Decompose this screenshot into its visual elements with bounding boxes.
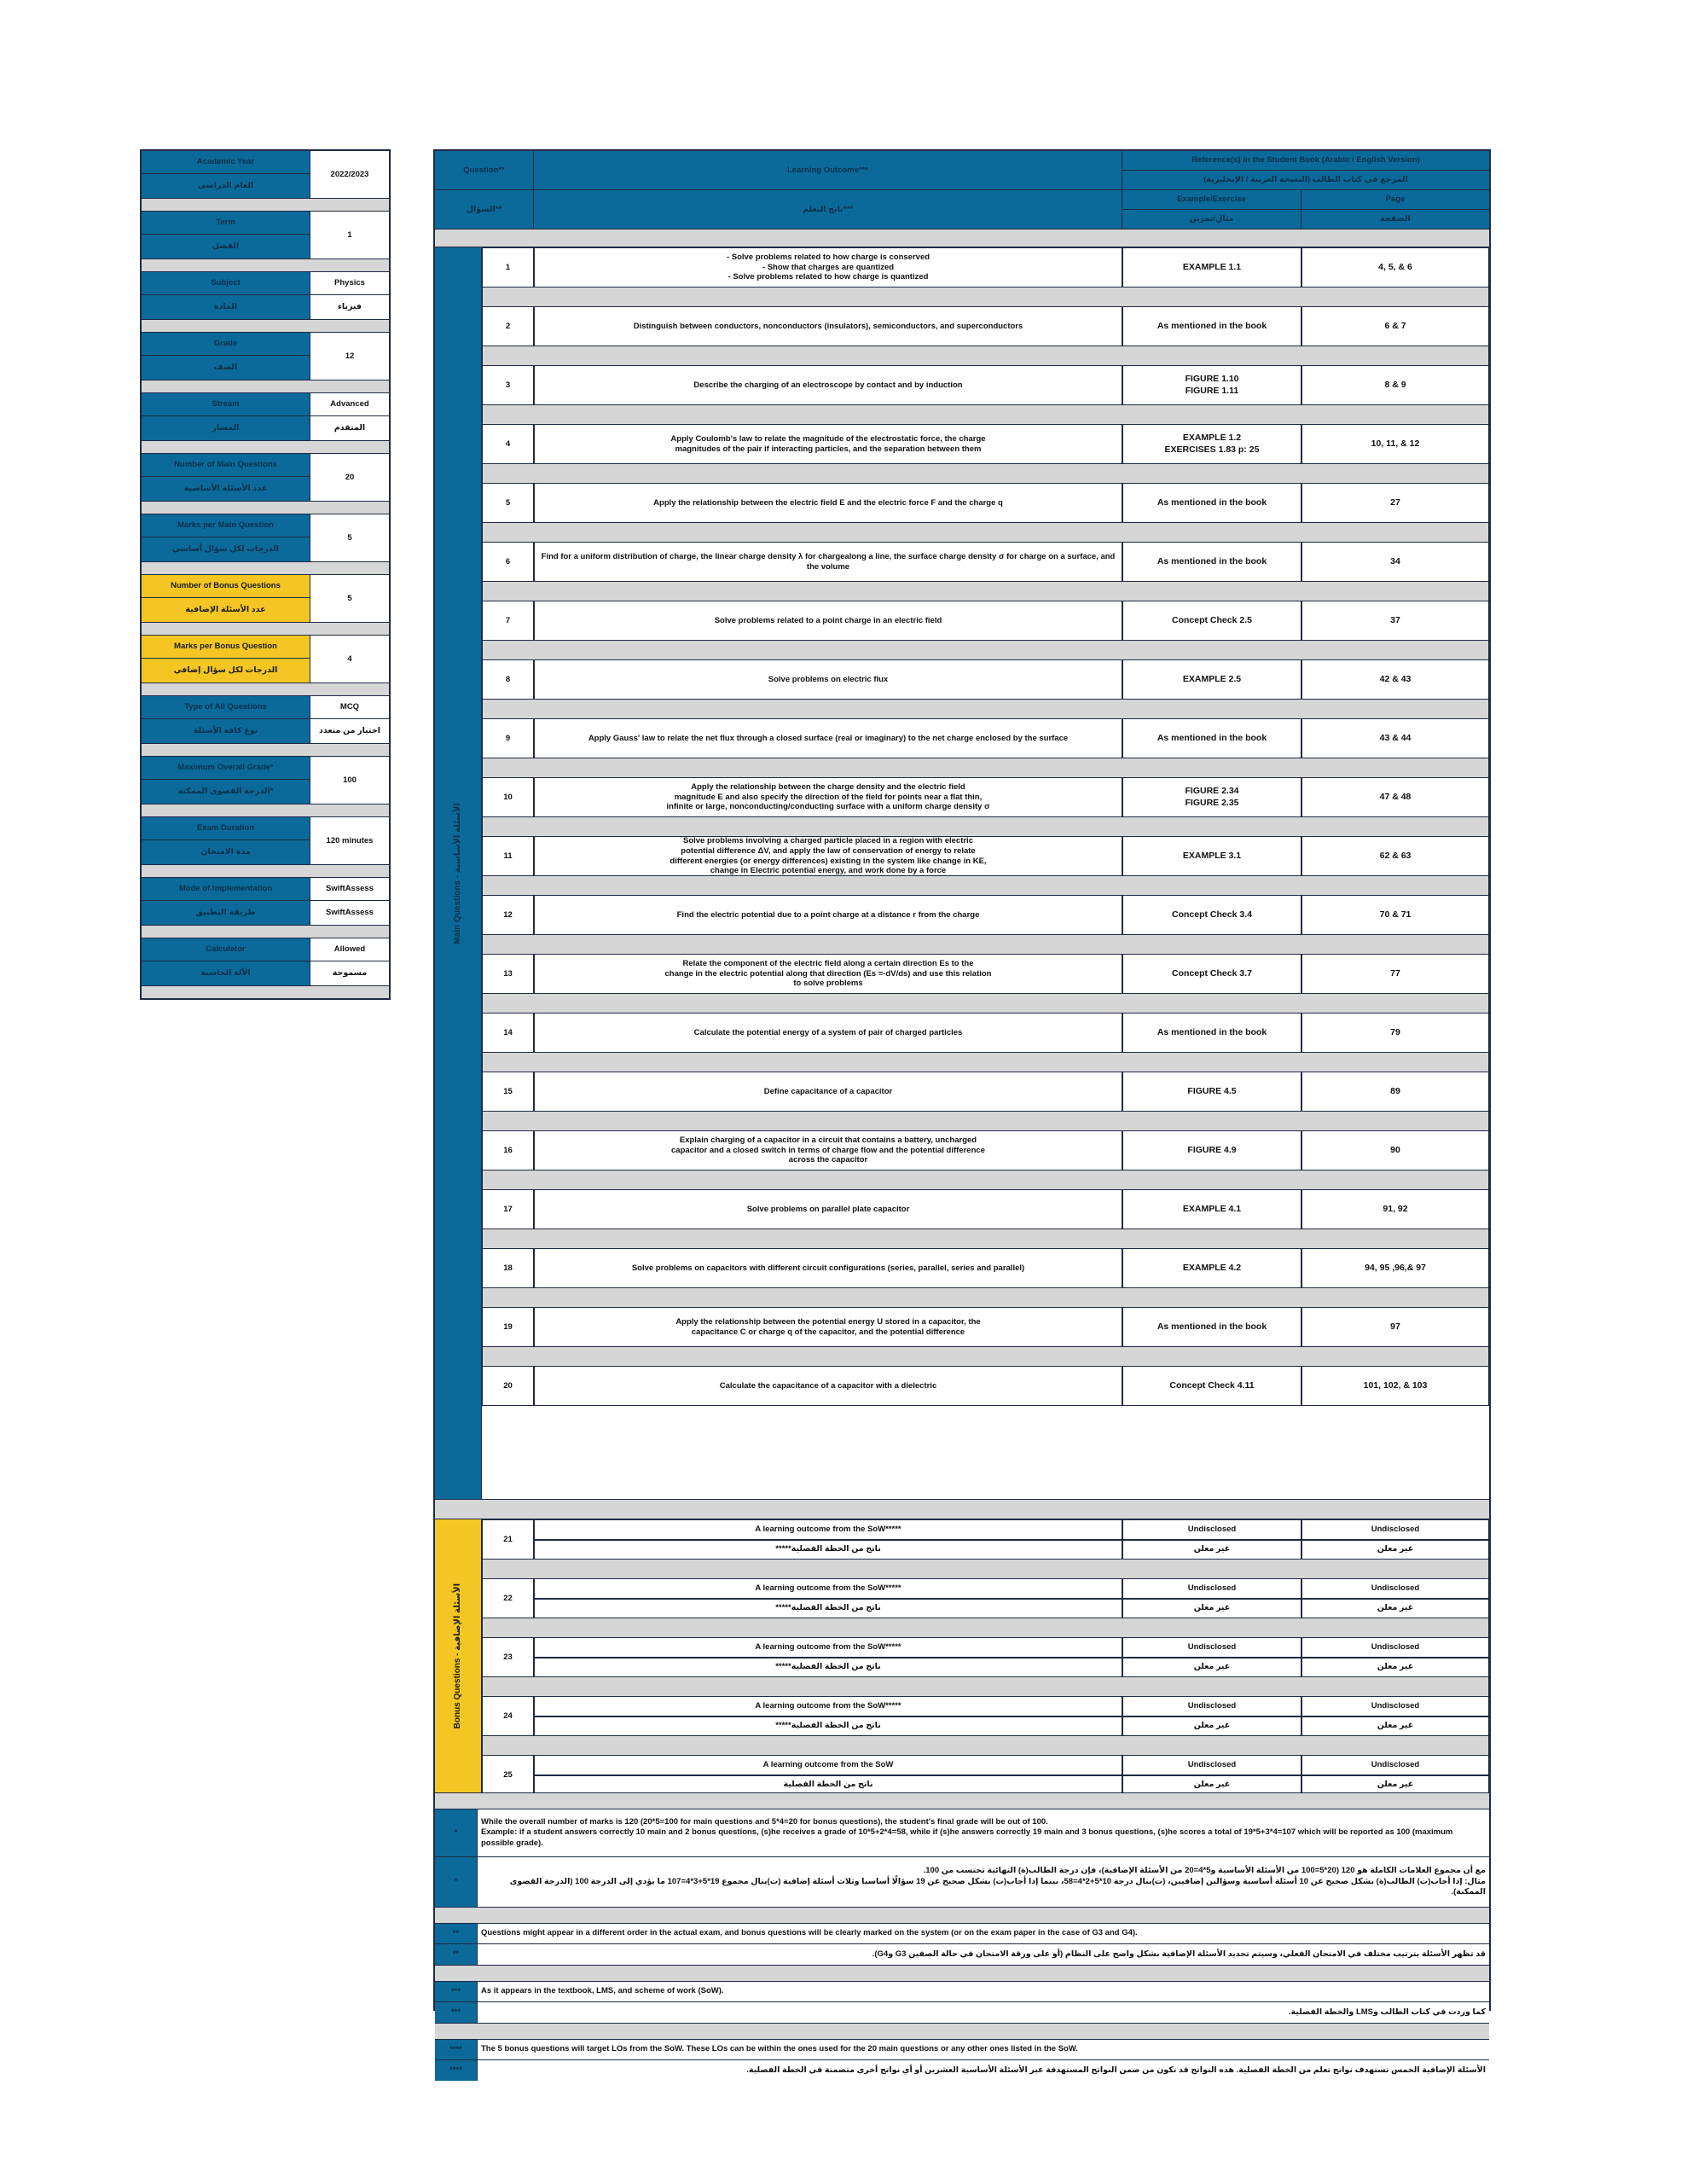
- main-questions-label: [435, 247, 482, 1499]
- example-exercise: EXAMPLE 3.1: [1122, 836, 1301, 876]
- footnote-en: [435, 2040, 1489, 2060]
- header-question-en: Question**: [435, 151, 534, 190]
- question-number: 14: [482, 1013, 534, 1053]
- info-spacer: [142, 320, 389, 333]
- row-spacer: [482, 523, 1489, 542]
- page-reference: 27: [1301, 483, 1489, 523]
- header-page-en: Page: [1301, 190, 1489, 210]
- question-number: 20: [482, 1366, 534, 1406]
- info-item: [142, 878, 389, 926]
- learning-outcome: Define capacitance of a capacitor: [534, 1072, 1122, 1112]
- footnote-mark: ****: [435, 2060, 478, 2081]
- page-reference-en: Undisclosed: [1301, 1755, 1489, 1775]
- info-label-en: Marks per Main Question: [142, 514, 310, 537]
- header-lo-en: Learning Outcome***: [534, 151, 1122, 190]
- info-spacer: [142, 380, 389, 393]
- info-item: [142, 575, 389, 623]
- question-row: [482, 306, 1489, 346]
- row-spacer: [482, 582, 1489, 601]
- learning-outcome-ar: *****ناتج من الخطة الفصلية: [534, 1716, 1122, 1737]
- footnote-text: The 5 bonus questions will target LOs from the SoW. These LOs can be within the ones used for the 20 main questions or any other ones listed in the SoW.: [478, 2040, 1489, 2059]
- footnote-ar: [435, 1857, 1489, 1907]
- footnote-text: الأسئلة الإضافية الخمس تستهدف نواتج تعلم من الخطة الفصلية. هذه النواتج قد تكون من ضمن النواتج المستهدفة عبر الأسئلة الأساسية العشرين أو أي نواتج أخرى متضمنة في الخطة الفصلية.: [478, 2060, 1489, 2081]
- info-value-ar: مسموحة: [310, 961, 389, 985]
- learning-outcome: Apply the relationship between the potential energy U stored in a capacitor, the capacitance C or charge q of the capacitor, and the potential difference: [534, 1307, 1122, 1347]
- row-spacer: [482, 994, 1489, 1013]
- footnote-ar: [435, 2002, 1489, 2023]
- row-spacer: [482, 1112, 1489, 1130]
- question-row: [482, 1013, 1489, 1053]
- info-item: [142, 272, 389, 320]
- row-spacer: [482, 876, 1489, 895]
- row-spacer: [482, 464, 1489, 483]
- info-label-en: Type of All Questions: [142, 696, 310, 719]
- footnote-mark: ****: [435, 2040, 478, 2059]
- learning-outcome-ar: *****ناتج من الخطة الفصلية: [534, 1540, 1122, 1560]
- page-reference-en: Undisclosed: [1301, 1519, 1489, 1540]
- footnote-en: [435, 1924, 1489, 1944]
- row-spacer: [482, 700, 1489, 718]
- question-row: [482, 1072, 1489, 1112]
- info-value-en: SwiftAssess: [310, 878, 389, 901]
- example-exercise: EXAMPLE 1.1: [1122, 247, 1301, 288]
- info-label-en: Mode of Implementation: [142, 878, 310, 901]
- info-spacer: [142, 926, 389, 938]
- question-row: [482, 1189, 1489, 1229]
- header-example-ar: مثال/تمرين: [1122, 210, 1301, 229]
- question-row: [482, 542, 1489, 582]
- example-exercise-ar: غير معلن: [1122, 1540, 1301, 1560]
- info-value: 1: [310, 212, 389, 258]
- example-exercise: As mentioned in the book: [1122, 1307, 1301, 1347]
- info-value-ar: اختيار من متعدد: [310, 719, 389, 743]
- row-spacer: [482, 1053, 1489, 1072]
- info-value: 100: [310, 757, 389, 804]
- row-spacer: [482, 405, 1489, 424]
- bonus-questions-label: [435, 1519, 482, 1792]
- question-number: 5: [482, 483, 534, 523]
- page-reference: 6 & 7: [1301, 306, 1489, 346]
- row-spacer: [482, 817, 1489, 836]
- bonus-questions-label-text: Bonus Questions - الأسئلة الإضافية: [452, 1583, 462, 1729]
- header-reference-en: Reference(s) in the Student Book (Arabic / English Version): [1122, 151, 1489, 171]
- question-number: 10: [482, 777, 534, 817]
- info-spacer: [142, 623, 389, 636]
- question-number: 2: [482, 306, 534, 346]
- question-number: 16: [482, 1130, 534, 1170]
- page-reference: 8 & 9: [1301, 365, 1489, 405]
- example-exercise: Concept Check 2.5: [1122, 601, 1301, 641]
- question-row: [482, 895, 1489, 935]
- page-reference: 42 & 43: [1301, 659, 1489, 700]
- info-label-ar: الصف: [142, 356, 310, 380]
- example-exercise: As mentioned in the book: [1122, 483, 1301, 523]
- question-row: [482, 777, 1489, 817]
- learning-outcome: Find the electric potential due to a point charge at a distance r from the charge: [534, 895, 1122, 935]
- info-spacer: [142, 804, 389, 817]
- question-number: 25: [482, 1755, 534, 1795]
- question-number: 18: [482, 1248, 534, 1288]
- bonus-question-row: [482, 1755, 1489, 1795]
- header-spacer: [435, 229, 1489, 247]
- footnote-mark: ***: [435, 1982, 478, 2001]
- learning-outcome: Distinguish between conductors, nonconductors (insulators), semiconductors, and superconductors: [534, 306, 1122, 346]
- bonus-question-row: [482, 1578, 1489, 1618]
- info-value-ar: المتقدم: [310, 416, 389, 440]
- info-label-ar: الدرجة القصوى الممكنة*: [142, 780, 310, 804]
- info-label-ar: الفصل: [142, 235, 310, 258]
- example-exercise: FIGURE 1.10 FIGURE 1.11: [1122, 365, 1301, 405]
- question-row: [482, 1130, 1489, 1170]
- example-exercise: Concept Check 3.7: [1122, 954, 1301, 994]
- learning-outcome: Describe the charging of an electroscope by contact and by induction: [534, 365, 1122, 405]
- info-value-ar: فيزياء: [310, 295, 389, 319]
- example-exercise: FIGURE 2.34 FIGURE 2.35: [1122, 777, 1301, 817]
- question-number: 8: [482, 659, 534, 700]
- question-row: [482, 836, 1489, 876]
- page-reference-en: Undisclosed: [1301, 1578, 1489, 1599]
- page-reference: 89: [1301, 1072, 1489, 1112]
- question-row: [482, 659, 1489, 700]
- example-exercise-ar: غير معلن: [1122, 1599, 1301, 1619]
- bonus-question-row: [482, 1696, 1489, 1736]
- learning-outcome: Find for a uniform distribution of charge, the linear charge density λ for chargealong a line, the surface charge density σ for charge on a surface, and the volume: [534, 542, 1122, 582]
- page-reference: 79: [1301, 1013, 1489, 1053]
- row-spacer: [482, 288, 1489, 306]
- example-exercise-en: Undisclosed: [1122, 1578, 1301, 1599]
- learning-outcome: Explain charging of a capacitor in a circuit that contains a battery, uncharged capacitor and a closed switch in terms of charge flow and the potential difference across the capacitor: [534, 1130, 1122, 1170]
- question-number: 24: [482, 1696, 534, 1736]
- info-item: [142, 696, 389, 744]
- info-label-en: Term: [142, 212, 310, 235]
- page-reference-ar: غير معلن: [1301, 1716, 1489, 1737]
- page-reference-en: Undisclosed: [1301, 1637, 1489, 1658]
- question-number: 4: [482, 424, 534, 464]
- question-number: 13: [482, 954, 534, 994]
- info-value-en: MCQ: [310, 696, 389, 719]
- question-number: 23: [482, 1637, 534, 1677]
- info-label-en: Number of Main Questions: [142, 454, 310, 477]
- question-row: [482, 424, 1489, 464]
- footnote-text: كما وردت في كتاب الطالب وLMS والخطة الفصلية.: [478, 2002, 1489, 2023]
- info-spacer: [142, 986, 389, 998]
- bonus-question-row: [482, 1519, 1489, 1560]
- footnote-text: Questions might appear in a different order in the actual exam, and bonus questions will be clearly marked on the system (or on the exam paper in the case of G3 and G4).: [478, 1924, 1489, 1943]
- info-value: 120 minutes: [310, 817, 389, 864]
- example-exercise-ar: غير معلن: [1122, 1775, 1301, 1796]
- info-label-ar: المادة: [142, 295, 310, 319]
- info-spacer: [142, 683, 389, 696]
- example-exercise-en: Undisclosed: [1122, 1755, 1301, 1775]
- question-row: [482, 247, 1489, 288]
- question-number: 1: [482, 247, 534, 288]
- question-number: 22: [482, 1578, 534, 1618]
- example-exercise-ar: غير معلن: [1122, 1658, 1301, 1678]
- learning-outcome: Apply Coulomb's law to relate the magnitude of the electrostatic force, the charge magnitudes of the pair if interacting particles, and the separation between them: [534, 424, 1122, 464]
- learning-outcome: Solve problems involving a charged particle placed in a region with electric potential difference ΔV, and apply the law of conservation of energy to relate different energies (or energy differences) existing in the system like change in KE, change in Electric potential energy, and work done by a force: [534, 836, 1122, 876]
- page-reference: 101, 102, & 103: [1301, 1366, 1489, 1406]
- row-spacer: [482, 1560, 1489, 1578]
- info-label-ar: نوع كافة الأسئلة: [142, 719, 310, 743]
- question-row: [482, 601, 1489, 641]
- info-label-en: Stream: [142, 393, 310, 416]
- info-item: [142, 514, 389, 562]
- info-value-ar: SwiftAssess: [310, 901, 389, 925]
- example-exercise: Concept Check 3.4: [1122, 895, 1301, 935]
- info-value: 5: [310, 575, 389, 622]
- question-number: 7: [482, 601, 534, 641]
- question-row: [482, 1307, 1489, 1347]
- question-number: 3: [482, 365, 534, 405]
- info-item: [142, 393, 389, 441]
- learning-outcome: Apply Gauss' law to relate the net flux through a closed surface (real or imaginary) to the net charge enclosed by the surface: [534, 718, 1122, 758]
- question-number: 21: [482, 1519, 534, 1560]
- row-spacer: [482, 1288, 1489, 1307]
- row-spacer: [482, 641, 1489, 659]
- footnote-text: While the overall number of marks is 120 (20*5=100 for main questions and 5*4=20 for bonus questions), the student's final grade will be out of 100. Example: if a student answers correctly 10 main and 2 bonus questions, (s)he receives a grade of 10*5+2*4=58, while if (s)he answers correctly 19 main and 3 bonus questions, (s)he scores a total of 19*5+3*4=107 which will be reported as 100 (maximum possible grade).: [478, 1809, 1489, 1856]
- footnote-text: قد تظهر الأسئلة بترتيب مختلف في الامتحان الفعلي، وسيتم تحديد الأسئلة الإضافية بشكل واضح على النظام (أو على ورقة الامتحان في حالة الصفين G3 وG4).: [478, 1944, 1489, 1965]
- learning-outcome-en: A learning outcome from the SoW*****: [534, 1637, 1122, 1658]
- info-item: [142, 454, 389, 502]
- question-row: [482, 718, 1489, 758]
- footnote-en: [435, 1982, 1489, 2002]
- info-label-en: Maximum Overall Grade*: [142, 757, 310, 780]
- info-label-ar: الدرجات لكل سؤال إضافي: [142, 659, 310, 682]
- info-spacer: [142, 744, 389, 757]
- example-exercise: EXAMPLE 4.1: [1122, 1189, 1301, 1229]
- question-number: 12: [482, 895, 534, 935]
- row-spacer: [482, 1170, 1489, 1189]
- info-item: [142, 817, 389, 865]
- footnote-ar: [435, 2060, 1489, 2081]
- question-number: 15: [482, 1072, 534, 1112]
- page-reference-ar: غير معلن: [1301, 1540, 1489, 1560]
- question-number: 11: [482, 836, 534, 876]
- info-value: 12: [310, 333, 389, 380]
- learning-outcome: Apply the relationship between the electric field E and the electric force F and the charge q: [534, 483, 1122, 523]
- row-spacer: [482, 1677, 1489, 1696]
- footnote-mark: *: [435, 1857, 478, 1907]
- header-reference-ar: المرجع في كتاب الطالب (النسخة العربية / الإنجليزية): [1122, 171, 1489, 190]
- page-reference-ar: غير معلن: [1301, 1599, 1489, 1619]
- info-label-ar: العام الدراسي: [142, 174, 310, 198]
- page-reference: 94, 95 ,96,& 97: [1301, 1248, 1489, 1288]
- info-item: [142, 333, 389, 380]
- info-value: 20: [310, 454, 389, 501]
- info-value-en: Physics: [310, 272, 389, 295]
- learning-outcome: Calculate the potential energy of a system of pair of charged particles: [534, 1013, 1122, 1053]
- example-exercise: Concept Check 4.11: [1122, 1366, 1301, 1406]
- learning-outcome-en: A learning outcome from the SoW*****: [534, 1519, 1122, 1540]
- learning-outcome-en: A learning outcome from the SoW: [534, 1755, 1122, 1775]
- learning-outcome: - Solve problems related to how charge is conserved - Show that charges are quantized - Solve problems related to how charge is quantized: [534, 247, 1122, 288]
- example-exercise-en: Undisclosed: [1122, 1696, 1301, 1716]
- example-exercise: EXAMPLE 4.2: [1122, 1248, 1301, 1288]
- header-example-en: Example/Exercise: [1122, 190, 1301, 210]
- page-reference: 37: [1301, 601, 1489, 641]
- info-label-en: Subject: [142, 272, 310, 295]
- info-spacer: [142, 259, 389, 272]
- row-spacer: [482, 758, 1489, 777]
- page-reference: 90: [1301, 1130, 1489, 1170]
- example-exercise-en: Undisclosed: [1122, 1637, 1301, 1658]
- info-value: 5: [310, 514, 389, 561]
- question-number: 17: [482, 1189, 534, 1229]
- exam-specification-table: [433, 149, 1491, 2076]
- learning-outcome-en: A learning outcome from the SoW*****: [534, 1696, 1122, 1716]
- info-item: [142, 757, 389, 804]
- question-row: [482, 1248, 1489, 1288]
- learning-outcome: Calculate the capacitance of a capacitor with a dielectric: [534, 1366, 1122, 1406]
- learning-outcome-ar: ناتج من الخطة الفصلية: [534, 1775, 1122, 1796]
- header-question-ar: السؤال**: [435, 190, 534, 229]
- page-reference: 4, 5, & 6: [1301, 247, 1489, 288]
- question-number: 9: [482, 718, 534, 758]
- exam-info-panel: [140, 149, 391, 1000]
- page-reference: 91, 92: [1301, 1189, 1489, 1229]
- row-spacer: [482, 935, 1489, 954]
- page-reference-ar: غير معلن: [1301, 1775, 1489, 1796]
- info-label-ar: عدد الأسئلة الأساسية: [142, 477, 310, 501]
- footnote-mark: **: [435, 1924, 478, 1943]
- info-label-ar: طريقة التطبيق: [142, 901, 310, 925]
- row-spacer: [482, 1618, 1489, 1637]
- header-page-ar: الصفحة: [1301, 210, 1489, 229]
- info-label-ar: عدد الأسئلة الإضافية: [142, 598, 310, 622]
- info-label-ar: الدرجات لكل سؤال أساسي: [142, 537, 310, 561]
- info-spacer: [142, 562, 389, 575]
- info-value: 4: [310, 636, 389, 682]
- row-spacer: [482, 1736, 1489, 1755]
- page-reference: 47 & 48: [1301, 777, 1489, 817]
- info-label-ar: الآلة الحاسبة: [142, 961, 310, 985]
- info-spacer: [142, 502, 389, 514]
- example-exercise: As mentioned in the book: [1122, 306, 1301, 346]
- learning-outcome: Apply the relationship between the charge density and the electric field magnitude E and also specify the direction of the field for points near a flat thin, infinite or large, nonconducting/conducting surface with a uniform charge density σ: [534, 777, 1122, 817]
- info-label-en: Exam Duration: [142, 817, 310, 840]
- page-reference: 10, 11, & 12: [1301, 424, 1489, 464]
- footnote-ar: [435, 1944, 1489, 1965]
- question-row: [482, 1366, 1489, 1406]
- info-label-ar: مدة الامتحان: [142, 840, 310, 864]
- info-label-en: Calculator: [142, 938, 310, 961]
- header-lo-ar: ناتج التعلم***: [534, 190, 1122, 229]
- example-exercise: As mentioned in the book: [1122, 718, 1301, 758]
- example-exercise-en: Undisclosed: [1122, 1519, 1301, 1540]
- page-reference: 34: [1301, 542, 1489, 582]
- question-number: 6: [482, 542, 534, 582]
- page-reference: 77: [1301, 954, 1489, 994]
- example-exercise: As mentioned in the book: [1122, 542, 1301, 582]
- page-reference: 62 & 63: [1301, 836, 1489, 876]
- info-label-en: Marks per Bonus Question: [142, 636, 310, 659]
- info-label-ar: المسار: [142, 416, 310, 440]
- row-spacer: [482, 346, 1489, 365]
- info-spacer: [142, 441, 389, 454]
- footnote-mark: **: [435, 1944, 478, 1965]
- page-reference: 43 & 44: [1301, 718, 1489, 758]
- footnote-mark: ***: [435, 2002, 478, 2023]
- row-spacer: [482, 1347, 1489, 1366]
- info-item: [142, 151, 389, 199]
- learning-outcome-ar: *****ناتج من الخطة الفصلية: [534, 1658, 1122, 1678]
- main-questions-label-text: Main Questions - الأسئلة الأساسية: [452, 802, 462, 944]
- learning-outcome: Solve problems on electric flux: [534, 659, 1122, 700]
- note-spacer: [435, 1792, 1489, 1809]
- example-exercise: As mentioned in the book: [1122, 1013, 1301, 1053]
- question-row: [482, 365, 1489, 405]
- bonus-question-row: [482, 1637, 1489, 1677]
- page-reference-ar: غير معلن: [1301, 1658, 1489, 1678]
- example-exercise: EXAMPLE 2.5: [1122, 659, 1301, 700]
- example-exercise: FIGURE 4.5: [1122, 1072, 1301, 1112]
- example-exercise: FIGURE 4.9: [1122, 1130, 1301, 1170]
- learning-outcome: Solve problems on parallel plate capacitor: [534, 1189, 1122, 1229]
- info-spacer: [142, 865, 389, 878]
- footnote-en: [435, 1809, 1489, 1857]
- page-reference: 70 & 71: [1301, 895, 1489, 935]
- info-item: [142, 636, 389, 683]
- question-number: 19: [482, 1307, 534, 1347]
- info-item: [142, 212, 389, 259]
- question-row: [482, 954, 1489, 994]
- footnote-text: As it appears in the textbook, LMS, and scheme of work (SoW).: [478, 1982, 1489, 2001]
- info-item: [142, 938, 389, 986]
- info-value-en: Advanced: [310, 393, 389, 416]
- learning-outcome-ar: *****ناتج من الخطة الفصلية: [534, 1599, 1122, 1619]
- main-bonus-spacer: [435, 1499, 1489, 1519]
- question-row: [482, 483, 1489, 523]
- learning-outcome: Solve problems on capacitors with different circuit configurations (series, parallel, series and parallel): [534, 1248, 1122, 1288]
- info-label-en: Number of Bonus Questions: [142, 575, 310, 598]
- info-label-en: Academic Year: [142, 151, 310, 174]
- learning-outcome: Solve problems related to a point charge in an electric field: [534, 601, 1122, 641]
- footnote-mark: *: [435, 1809, 478, 1856]
- info-value: 2022/2023: [310, 151, 389, 198]
- note-spacer: [435, 1907, 1489, 1924]
- learning-outcome-en: A learning outcome from the SoW*****: [534, 1578, 1122, 1599]
- learning-outcome: Relate the component of the electric field along a certain direction Es to the change in the electric potential along that direction (Es =-dV/ds) and use this relation to solve problems: [534, 954, 1122, 994]
- row-spacer: [482, 1229, 1489, 1248]
- footnote-text: مع أن مجموع العلامات الكاملة هو 120 (20*5=100 من الأسئلة الأساسية و5*4=20 من الأسئلة الإضافية)، فإن درجة الطالب(ة) النهائية تحتسب من 100. مثال: إذا أجاب(ت) الطالب(ة) بشكل صحيح عن 10 أسئلة أساسية وسؤالين إضافيين، (ت)ينال درجة 10*5+2*4=58، بينما إذا أجاب(ت) بشكل صحيح عن 19 سؤالًا أساسيا وثلاث أسئلة إضافية (ت)ينال مجموع 19*5+3*4=107 ما يؤدي إلى الدرجة 100 (الدرجة القصوى الممكنة).: [478, 1857, 1489, 1907]
- note-spacer: [435, 1965, 1489, 1982]
- info-spacer: [142, 199, 389, 212]
- note-spacer: [435, 2023, 1489, 2040]
- info-label-en: Grade: [142, 333, 310, 356]
- page-reference-en: Undisclosed: [1301, 1696, 1489, 1716]
- example-exercise-ar: غير معلن: [1122, 1716, 1301, 1737]
- page-reference: 97: [1301, 1307, 1489, 1347]
- info-value-en: Allowed: [310, 938, 389, 961]
- example-exercise: EXAMPLE 1.2 EXERCISES 1.83 p: 25: [1122, 424, 1301, 464]
